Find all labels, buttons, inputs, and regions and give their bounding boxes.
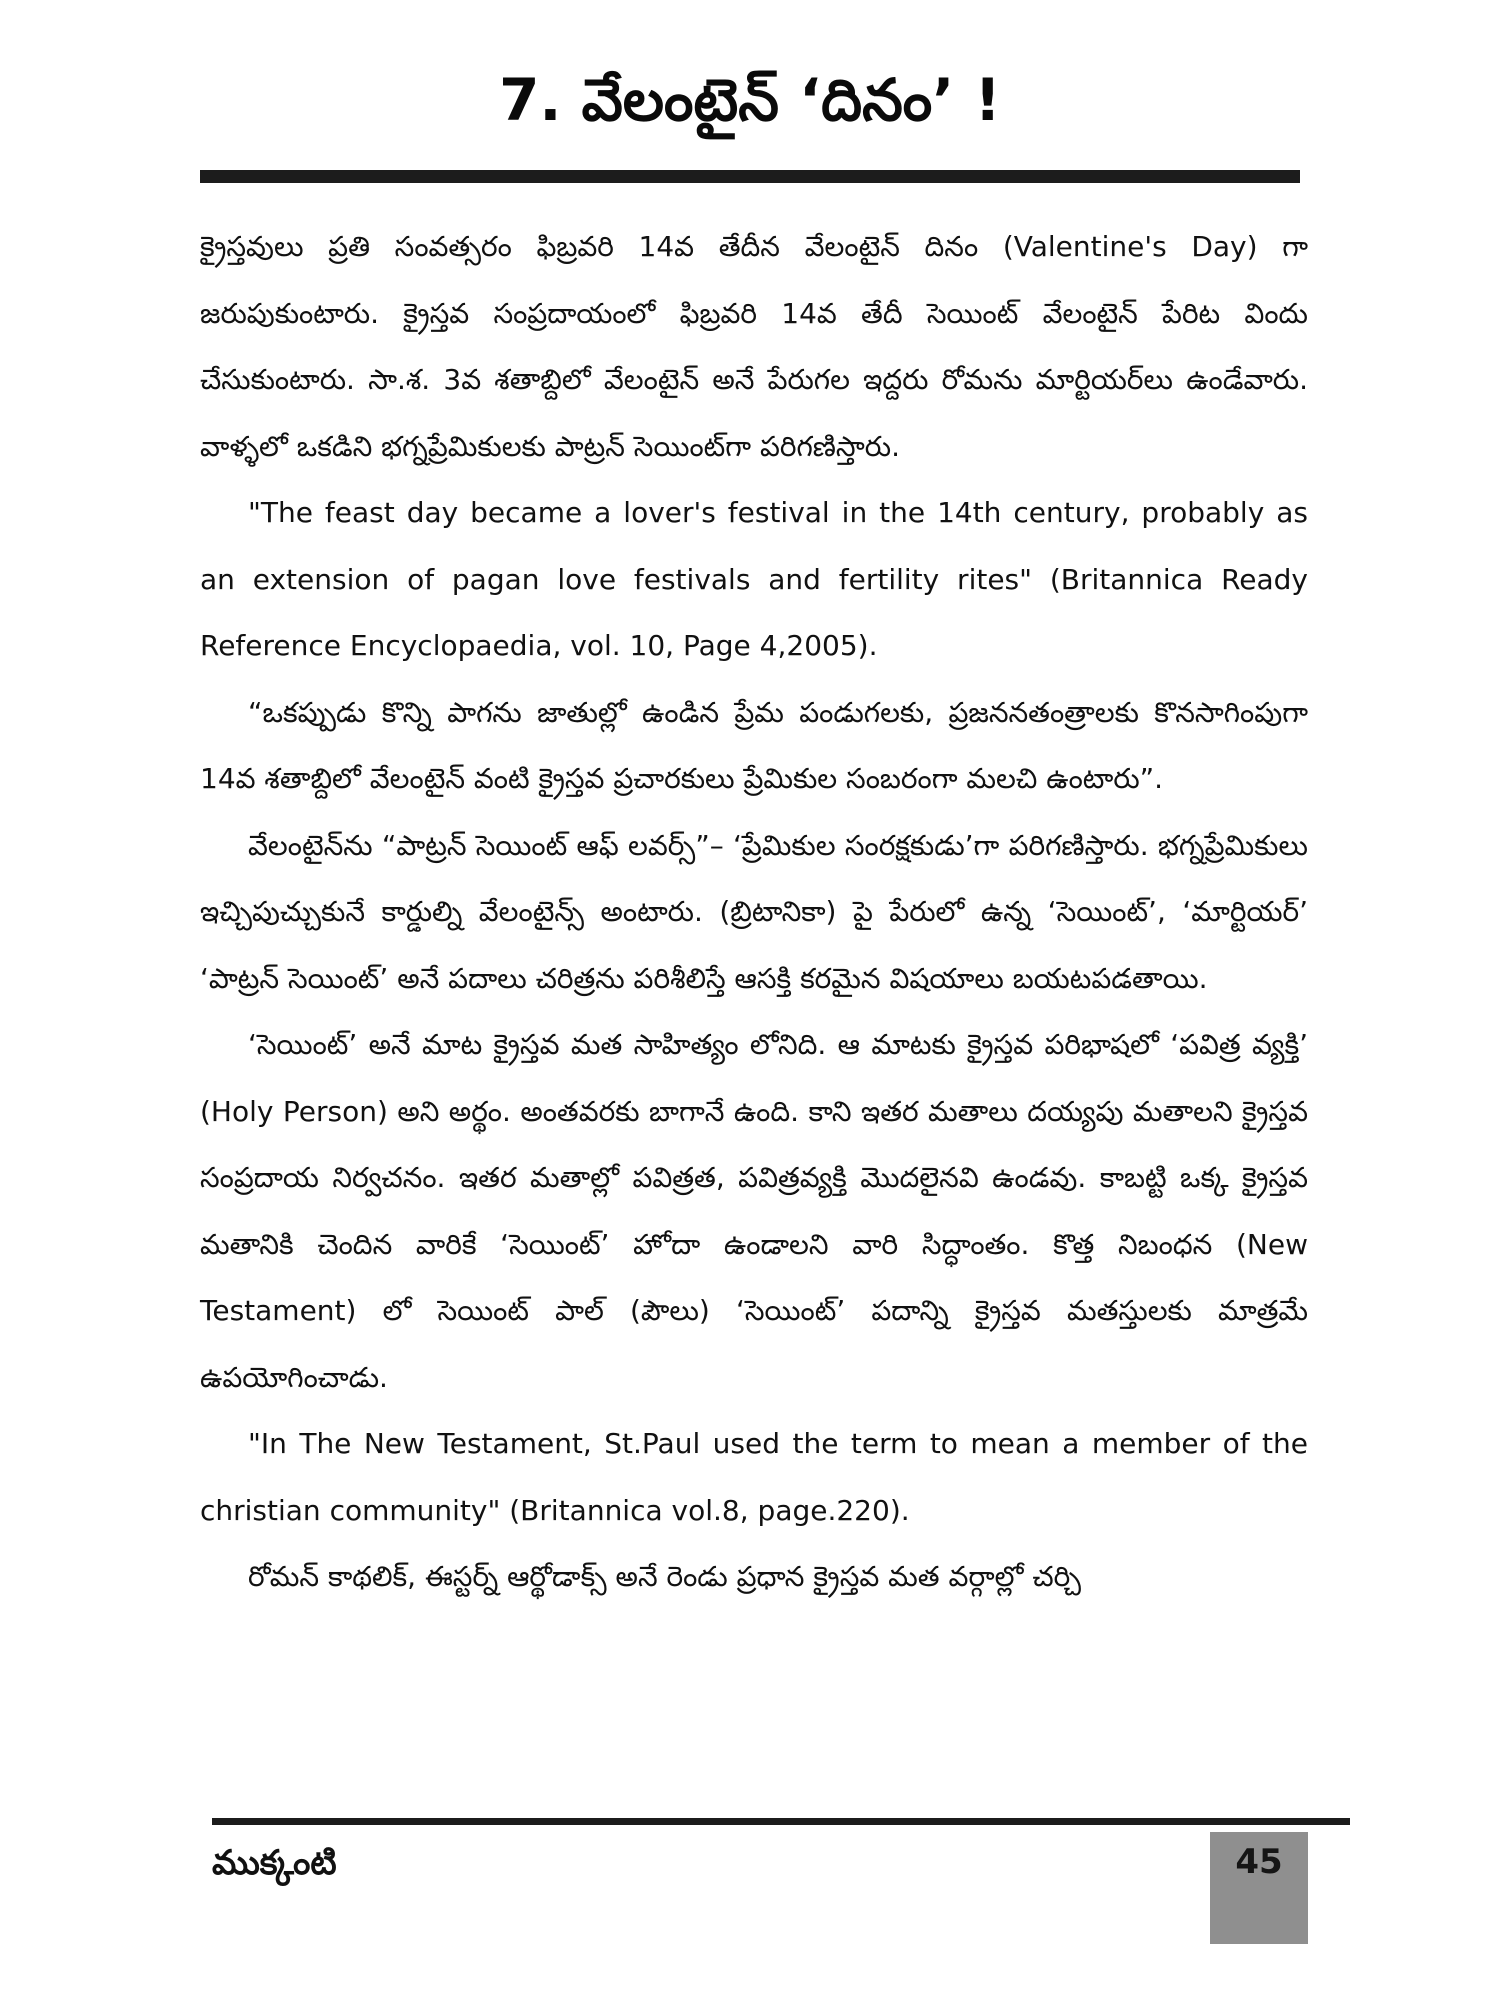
paragraph: ‘సెయింట్’ అనే మాట క్రైస్తవ మత సాహిత్యం లోనిది. ఆ మాటకు క్రైస్తవ పరిభాషలో ‘పవిత్ర వ్యక్తి’ (Holy Person) అని అర్థం. అంతవరకు బాగానే ఉంది. కాని ఇతర మతాలు దయ్యపు మతాలని క్రైస్తవ సంప్రదాయ నిర్వచనం. ఇతర మతాల్లో పవిత్రత, పవిత్రవ్యక్తి మొదలైనవి ఉండవు. కాబట్టి ఒక్క క్రైస్తవ మతానికి చెందిన వారికే ‘సెయింట్’ హోదా ఉండాలని వారి సిద్ధాంతం. కొత్త నిబంధన (New Testament) లో సెయింట్ పాల్ (పౌలు) ‘సెయింట్’ పదాన్ని క్రైస్తవ మతస్తులకు మాత్రమే ఉపయోగించాడు. bbox=[200, 1028, 1308, 1394]
body-text bbox=[200, 214, 1308, 1611]
page-number-box bbox=[1210, 1832, 1308, 1944]
page-title: 7. వేలంటైన్ ‘దినం’ ! bbox=[499, 66, 1001, 134]
quote-paragraph: "In The New Testament, St.Paul used the term to mean a member of the christian community" (Britannica vol.8, page.220). bbox=[200, 1427, 1308, 1527]
paragraph: రోమన్ కాథలిక్, ఈస్టర్న్ ఆర్థోడాక్స్ అనే రెండు ప్రధాన క్రైస్తవ మత వర్గాల్లో చర్చి bbox=[248, 1560, 1082, 1593]
paragraph: క్రైస్తవులు ప్రతి సంవత్సరం ఫిబ్రవరి 14వ తేదీన వేలంటైన్ దినం (Valentine's Day) గా జరుపుకుంటారు. క్రైస్తవ సంప్రదాయంలో ఫిబ్రవరి 14వ తేదీ సెయింట్ వేలంటైన్ పేరిట విందు చేసుకుంటారు. సా.శ. 3వ శతాబ్దిలో వేలంటైన్ అనే పేరుగల ఇద్దరు రోమను మార్టియర్‌లు ఉండేవారు. వాళ్ళలో ఒకడిని భగ్నప్రేమికులకు పాట్రన్ సెయింట్‌గా పరిగణిస్తారు. bbox=[200, 230, 1308, 463]
title-divider bbox=[200, 170, 1300, 183]
paragraph: వేలంటైన్‌ను “పాట్రన్ సెయింట్ ఆఫ్ లవర్స్”– ‘ప్రేమికుల సంరక్షకుడు’గా పరిగణిస్తారు. భగ్నప్రేమికులు ఇచ్చిపుచ్చుకునే కార్డుల్ని వేలంటైన్స్ అంటారు. (బ్రిటానికా) పై పేరులో ఉన్న ‘సెయింట్’, ‘మార్టియర్’ ‘పాట్రన్ సెయింట్’ అనే పదాలు చరిత్రను పరిశీలిస్తే ఆసక్తి కరమైన విషయాలు బయటపడతాయి. bbox=[200, 828, 1308, 995]
page-number: 45 bbox=[1235, 1842, 1283, 1882]
paragraph: “ఒకప్పుడు కొన్ని పాగను జాతుల్లో ఉండిన ప్రేమ పండుగలకు, ప్రజననతంత్రాలకు కొనసాగింపుగా 14వ శతాబ్దిలో వేలంటైన్ వంటి క్రైస్తవ ప్రచారకులు ప్రేమికుల సంబరంగా మలచి ఉంటారు”. bbox=[200, 695, 1308, 795]
footer-divider bbox=[212, 1818, 1350, 1825]
quote-paragraph: "The feast day became a lover's festival in the 14th century, probably as an extension of pagan love festivals and fertility rites" (Britannica Ready Reference Encyclopaedia, vol. 10, Page 4,2005). bbox=[200, 496, 1308, 662]
footer-book-name: ముక్కంటి bbox=[212, 1843, 337, 1883]
